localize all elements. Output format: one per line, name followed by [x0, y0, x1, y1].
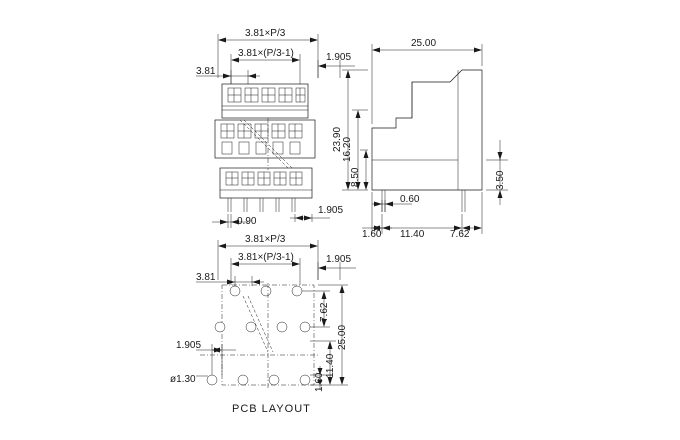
dim-side-height-right: 3.50	[495, 170, 506, 190]
dim-pcb-pitch-total: 3.81×P/3	[245, 234, 286, 245]
dim-pcb-hole-dia: ø1.30	[170, 374, 196, 385]
side-view-geometry	[372, 70, 482, 212]
dim-side-pin-thick: 0.60	[400, 194, 420, 205]
dim-side-height-low: 8.50	[350, 167, 361, 187]
dim-front-pitch-total: 3.81×P/3	[245, 28, 286, 39]
dim-pcb-pitch-span: 3.81×(P/3-1)	[238, 252, 294, 263]
dim-front-edge-bottom: 1.905	[318, 205, 344, 216]
front-view-geometry	[215, 84, 315, 212]
dim-side-pin-dim-a: 11.40	[400, 229, 425, 240]
dim-side-height-total: 23.90	[332, 126, 343, 152]
pcb-holes	[207, 286, 310, 385]
dim-side-pin-dim-b: 7.62	[450, 229, 470, 240]
dim-pcb-row-spacing: 7.62	[319, 302, 330, 322]
dim-front-pitch-span: 3.81×(P/3-1)	[238, 48, 294, 59]
dim-pcb-depth-total: 25.00	[337, 324, 348, 350]
dim-front-pin-width: 0.90	[237, 216, 257, 227]
dim-front-pitch: 3.81	[196, 66, 216, 77]
pcb-layout-geometry	[200, 283, 320, 390]
dim-pcb-pitch: 3.81	[196, 272, 216, 283]
pcb-layout-label: PCB LAYOUT	[232, 403, 311, 415]
dim-pcb-depth-mid: 11.40	[325, 353, 336, 378]
dim-pcb-edge-left: 1.905	[176, 340, 202, 351]
dim-side-pin-offset-left: 1.60	[362, 229, 382, 240]
dim-pcb-depth-low: 1.60	[314, 372, 325, 392]
dim-side-length: 25.00	[411, 38, 437, 49]
dim-front-edge-right: 1.905	[326, 52, 352, 63]
dim-pcb-edge-right: 1.905	[326, 254, 352, 265]
dim-side-height-mid: 16.20	[342, 136, 353, 162]
